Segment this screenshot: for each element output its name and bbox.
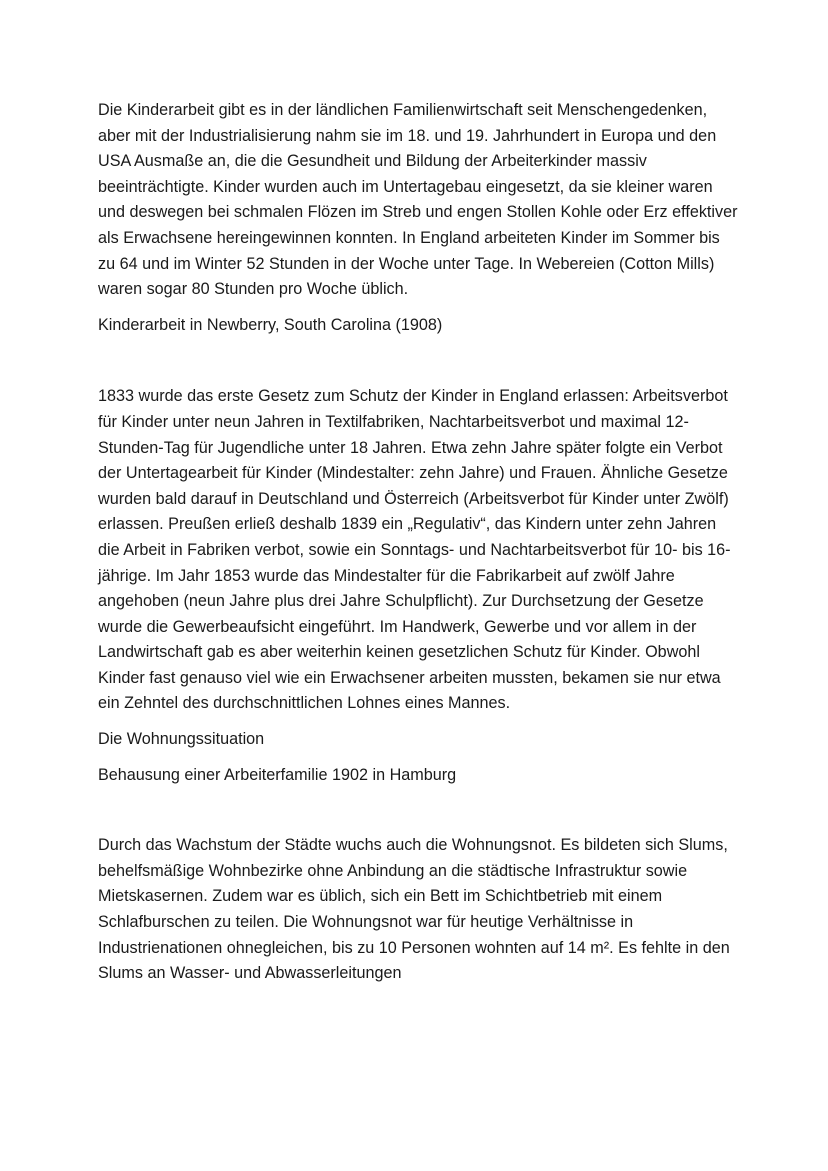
image-caption-hamburg: Behausung einer Arbeiterfamilie 1902 in Hamburg bbox=[98, 765, 457, 784]
paragraph-child-labor-laws: 1833 wurde das erste Gesetz zum Schutz der Kinder in England erlassen: Arbeitsverbot für Kinder unter neun Jahren in Textilfabriken, Nachtarbeitsverbot und maximal 12-Stunden-Tag für Jugendliche unter 18 Jahren. Etwa zehn Jahre später folgte ein Verbot der Untertagearbeit für Kinder (Mindestalter: zehn Jahre) und Frauen. Ähnliche Gesetze wurden bald darauf in Deutschland und Österreich (Arbeitsverbot für Kinder unter Zwölf) erlassen. Preußen erließ deshalb 1839 ein „Regulativ“, das Kindern unter zehn Jahren die Arbeit in Fabriken verbot, sowie ein Sonntags- und Nachtarbeitsverbot für 10- bis 16-jährige. Im Jahr 1853 wurde das Mindestalter für die Fabrikarbeit auf zwölf Jahre angehoben (neun Jahre plus drei Jahre Schulpflicht). Zur Durchsetzung der Gesetze wurde die Gewerbeaufsicht eingeführt. Im Handwerk, Gewerbe und vor allem in der Landwirtschaft gab es aber weiterhin keinen gesetzlichen Schutz für Kinder. Obwohl Kinder fast genauso viel wie ein Erwachsener arbeiten mussten, bekamen sie nur etwa ein Zehntel des durchschnittlichen Lohnes eines Mannes. bbox=[98, 387, 731, 713]
paragraph-housing-shortage: Durch das Wachstum der Städte wuchs auch die Wohnungsnot. Es bildeten sich Slums, behelfsmäßige Wohnbezirke ohne Anbindung an die städtische Infrastruktur sowie Mietskasernen. Zudem war es üblich, sich ein Bett im Schichtbetrieb mit einem Schlafburschen zu teilen. Die Wohnungsnot war für heutige Verhältnisse in Industrienationen ohnegleichen, bis zu 10 Personen wohnten auf 14 m². Es fehlte in den Slums an Wasser- und Abwasserleitungen bbox=[98, 836, 730, 983]
document-body bbox=[98, 98, 738, 997]
section-heading-housing: Die Wohnungssituation bbox=[98, 730, 265, 749]
image-caption-newberry: Kinderarbeit in Newberry, South Carolina (1908) bbox=[98, 315, 443, 334]
image-placeholder-gap bbox=[98, 788, 738, 833]
paragraph-child-labor-history: Die Kinderarbeit gibt es in der ländlichen Familienwirtschaft seit Menschengedenken, aber mit der Industrialisierung nahm sie im 18. und 19. Jahrhundert in Europa und den USA Ausmaße an, die die Gesundheit und Bildung der Arbeiterkinder massiv beeinträchtigte. Kinder wurden auch im Untertagebau eingesetzt, da sie kleiner waren und deswegen bei schmalen Flözen im Streb und engen Stollen Kohle oder Erz effektiver als Erwachsene hereingewinnen konnten. In England arbeiteten Kinder im Sommer bis zu 64 und im Winter 52 Stunden in der Woche unter Tage. In Webereien (Cotton Mills) waren sogar 80 Stunden pro Woche üblich. bbox=[98, 101, 738, 299]
image-placeholder-gap bbox=[98, 338, 738, 384]
